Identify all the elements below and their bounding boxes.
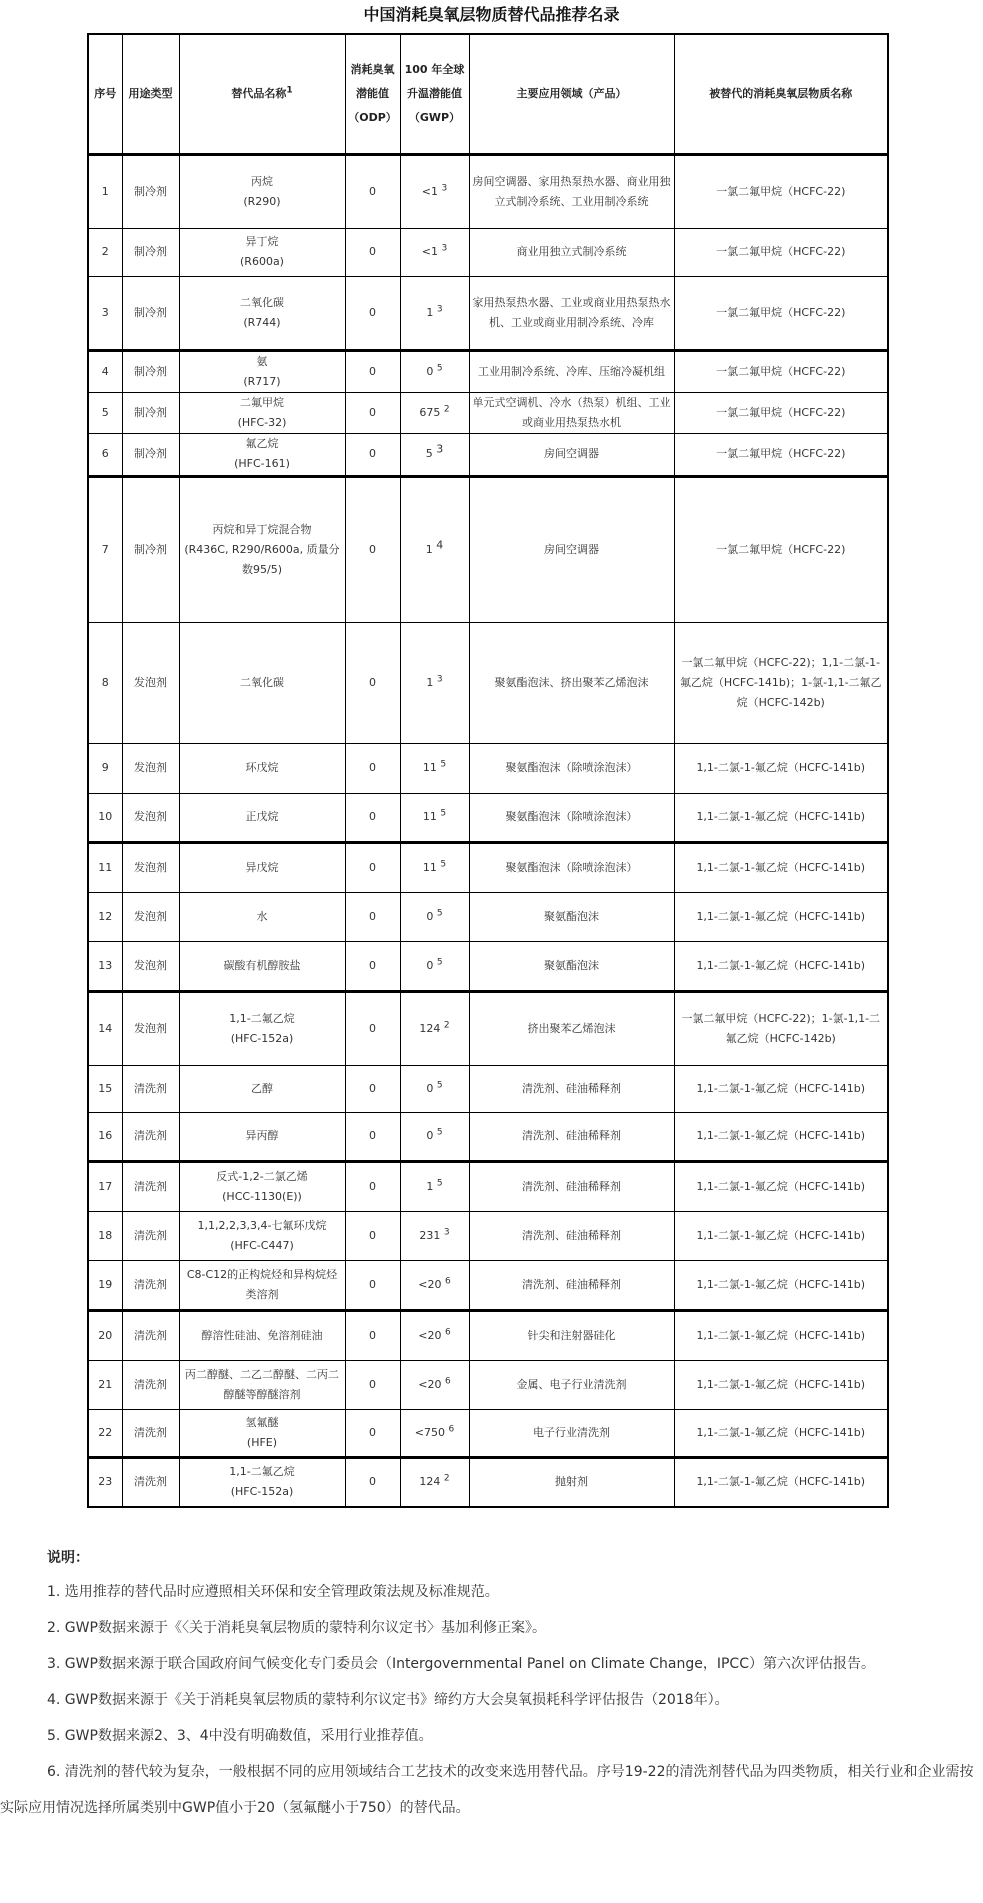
cell-replaced: 一氯二氟甲烷（HCFC-22)；1-氯-1,1-二氟乙烷（HCFC-142b): [674, 991, 888, 1065]
header-no: 序号: [88, 34, 122, 154]
table-row: [88, 276, 888, 350]
cell-name: 丙烷 (R290): [179, 154, 345, 228]
cell-replaced: 一氯二氟甲烷（HCFC-22): [674, 392, 888, 433]
cell-name: 醇溶性硅油、免溶剂硅油: [179, 1310, 345, 1360]
note-item: 3. GWP数据来源于联合国政府间气候变化专门委员会（Intergovernmental Panel on Climate Change，IPCC）第六次评估报告。: [47, 1656, 875, 1672]
cell-gwp: 0 $^5$: [400, 892, 469, 941]
cell-name: 水: [179, 892, 345, 941]
cell-gwp: 0 $^5$: [400, 1112, 469, 1161]
table-row: [88, 350, 888, 392]
cell-name: 氟乙烷 (HFC-161): [179, 433, 345, 476]
cell-name: 乙醇: [179, 1065, 345, 1112]
cell-no: 13: [88, 941, 122, 991]
cell-type: 制冷剂: [122, 350, 179, 392]
note-item: 1. 选用推荐的替代品时应遵照相关环保和安全管理政策法规及标准规范。: [47, 1584, 499, 1600]
cell-no: 21: [88, 1360, 122, 1409]
cell-type: 发泡剂: [122, 991, 179, 1065]
cell-no: 16: [88, 1112, 122, 1161]
cell-type: 清洗剂: [122, 1065, 179, 1112]
table-row: [88, 1211, 888, 1260]
cell-no: 2: [88, 228, 122, 276]
cell-no: 1: [88, 154, 122, 228]
cell-type: 清洗剂: [122, 1260, 179, 1310]
note-item: 4. GWP数据来源于《关于消耗臭氧层物质的蒙特利尔议定书》缔约方大会臭氧损耗科学评估报告（2018年）。: [47, 1692, 729, 1708]
cell-odp: 0: [345, 941, 400, 991]
table-row: [88, 476, 888, 622]
cell-odp: 0: [345, 1457, 400, 1507]
cell-application: 清洗剂、硅油稀释剂: [469, 1260, 674, 1310]
cell-gwp: <1 $^3$: [400, 154, 469, 228]
cell-name: 正戊烷: [179, 793, 345, 842]
cell-name: 二氧化碳: [179, 622, 345, 743]
header-odp: 消耗臭氧潜能值 （ODP）: [345, 34, 400, 154]
cell-no: 6: [88, 433, 122, 476]
header-application: 主要应用领域（产品）: [469, 34, 674, 154]
notes-heading: 说明：: [47, 1550, 89, 1566]
table-row: [88, 433, 888, 476]
cell-odp: 0: [345, 1310, 400, 1360]
cell-gwp: 231 $^3$: [400, 1211, 469, 1260]
cell-replaced: 一氯二氟甲烷（HCFC-22): [674, 276, 888, 350]
table-row: [88, 228, 888, 276]
cell-odp: 0: [345, 1260, 400, 1310]
cell-odp: 0: [345, 991, 400, 1065]
table-row: [88, 743, 888, 793]
cell-gwp: 124 $^2$: [400, 991, 469, 1065]
cell-type: 发泡剂: [122, 793, 179, 842]
cell-replaced: 1,1-二氯-1-氟乙烷（HCFC-141b): [674, 1260, 888, 1310]
cell-type: 清洗剂: [122, 1360, 179, 1409]
cell-name: 二氟甲烷 (HFC-32): [179, 392, 345, 433]
cell-name: C8-C12的正构烷烃和异构烷烃类溶剂: [179, 1260, 345, 1310]
table-row: [88, 1310, 888, 1360]
table-row: [88, 622, 888, 743]
cell-application: 家用热泵热水器、工业或商业用热泵热水机、工业或商业用制冷系统、冷库: [469, 276, 674, 350]
cell-no: 23: [88, 1457, 122, 1507]
cell-name: 反式-1,2-二氯乙烯 (HCC-1130(E)): [179, 1161, 345, 1211]
cell-application: 聚氨酯泡沫、挤出聚苯乙烯泡沫: [469, 622, 674, 743]
cell-no: 18: [88, 1211, 122, 1260]
cell-type: 清洗剂: [122, 1310, 179, 1360]
cell-name: 二氧化碳 (R744): [179, 276, 345, 350]
cell-no: 12: [88, 892, 122, 941]
cell-type: 制冷剂: [122, 276, 179, 350]
substitutes-table: [87, 33, 889, 1508]
header-row: [88, 34, 888, 154]
cell-name: 异丙醇: [179, 1112, 345, 1161]
cell-replaced: 1,1-二氯-1-氟乙烷（HCFC-141b): [674, 1112, 888, 1161]
cell-application: 针尖和注射器硅化: [469, 1310, 674, 1360]
header-type: 用途类型: [122, 34, 179, 154]
cell-no: 15: [88, 1065, 122, 1112]
cell-replaced: 1,1-二氯-1-氟乙烷（HCFC-141b): [674, 1360, 888, 1409]
header-gwp: 100 年全球 升温潜能值 （GWP）: [400, 34, 469, 154]
table-row: [88, 842, 888, 892]
cell-replaced: 一氯二氟甲烷（HCFC-22): [674, 228, 888, 276]
cell-application: 房间空调器: [469, 433, 674, 476]
header-name: 替代品名称$^1$: [179, 34, 345, 154]
cell-application: 清洗剂、硅油稀释剂: [469, 1161, 674, 1211]
cell-application: 电子行业清洗剂: [469, 1409, 674, 1457]
cell-gwp: <20 $^6$: [400, 1260, 469, 1310]
cell-gwp: 11 $^5$: [400, 842, 469, 892]
cell-gwp: <750 $^6$: [400, 1409, 469, 1457]
cell-gwp: 1 $^3$: [400, 276, 469, 350]
cell-odp: 0: [345, 1065, 400, 1112]
cell-application: 聚氨酯泡沫（除喷涂泡沫）: [469, 743, 674, 793]
table-row: [88, 1112, 888, 1161]
cell-type: 清洗剂: [122, 1211, 179, 1260]
cell-gwp: 1 $^4$: [400, 476, 469, 622]
cell-no: 22: [88, 1409, 122, 1457]
cell-no: 20: [88, 1310, 122, 1360]
cell-type: 发泡剂: [122, 842, 179, 892]
cell-gwp: 124 $^2$: [400, 1457, 469, 1507]
cell-no: 9: [88, 743, 122, 793]
cell-replaced: 1,1-二氯-1-氟乙烷（HCFC-141b): [674, 793, 888, 842]
cell-name: 1,1-二氟乙烷 (HFC-152a): [179, 1457, 345, 1507]
cell-gwp: 5 $^3$: [400, 433, 469, 476]
cell-no: 4: [88, 350, 122, 392]
cell-odp: 0: [345, 622, 400, 743]
cell-type: 发泡剂: [122, 941, 179, 991]
note-item: 6. 清洗剂的替代较为复杂，一般根据不同的应用领域结合工艺技术的改变来选用替代品。序号19-22的清洗剂替代品为四类物质，相关行业和企业需按实际应用情况选择所属类别中GWP值小于20（氢氟醚小于750）的替代品。: [0, 1764, 974, 1816]
table-row: [88, 1065, 888, 1112]
cell-gwp: 1 $^5$: [400, 1161, 469, 1211]
cell-replaced: 1,1-二氯-1-氟乙烷（HCFC-141b): [674, 892, 888, 941]
cell-name: 环戊烷: [179, 743, 345, 793]
cell-odp: 0: [345, 1360, 400, 1409]
cell-application: 清洗剂、硅油稀释剂: [469, 1112, 674, 1161]
cell-odp: 0: [345, 1211, 400, 1260]
cell-replaced: 1,1-二氯-1-氟乙烷（HCFC-141b): [674, 1457, 888, 1507]
cell-gwp: 675 $^2$: [400, 392, 469, 433]
table-row: [88, 1409, 888, 1457]
cell-no: 19: [88, 1260, 122, 1310]
cell-odp: 0: [345, 276, 400, 350]
cell-application: 聚氨酯泡沫（除喷涂泡沫）: [469, 842, 674, 892]
cell-name: 1,1,2,2,3,3,4-七氟环戊烷 (HFC-C447): [179, 1211, 345, 1260]
cell-odp: 0: [345, 1161, 400, 1211]
cell-odp: 0: [345, 433, 400, 476]
page-title: 中国消耗臭氧层物质替代品推荐名录: [363, 5, 620, 24]
cell-no: 11: [88, 842, 122, 892]
cell-odp: 0: [345, 842, 400, 892]
note-item: 5. GWP数据来源2、3、4中没有明确数值，采用行业推荐值。: [47, 1728, 433, 1744]
cell-gwp: 1 $^3$: [400, 622, 469, 743]
cell-name: 异丁烷 (R600a): [179, 228, 345, 276]
cell-odp: 0: [345, 392, 400, 433]
cell-no: 14: [88, 991, 122, 1065]
cell-application: 清洗剂、硅油稀释剂: [469, 1065, 674, 1112]
cell-replaced: 1,1-二氯-1-氟乙烷（HCFC-141b): [674, 842, 888, 892]
cell-odp: 0: [345, 228, 400, 276]
cell-application: 房间空调器、家用热泵热水器、商业用独立式制冷系统、工业用制冷系统: [469, 154, 674, 228]
cell-type: 清洗剂: [122, 1161, 179, 1211]
table-row: [88, 1457, 888, 1507]
cell-type: 制冷剂: [122, 476, 179, 622]
table-row: [88, 1360, 888, 1409]
cell-type: 发泡剂: [122, 892, 179, 941]
cell-name: 1,1-二氟乙烷 (HFC-152a): [179, 991, 345, 1065]
table-row: [88, 892, 888, 941]
cell-odp: 0: [345, 154, 400, 228]
note-item: 2. GWP数据来源于《〈关于消耗臭氧层物质的蒙特利尔议定书〉基加利修正案》。: [47, 1620, 546, 1636]
cell-gwp: <1 $^3$: [400, 228, 469, 276]
table-row: [88, 941, 888, 991]
cell-type: 清洗剂: [122, 1457, 179, 1507]
cell-odp: 0: [345, 793, 400, 842]
cell-name: 碳酸有机醇胺盐: [179, 941, 345, 991]
cell-gwp: 11 $^5$: [400, 793, 469, 842]
cell-application: 金属、电子行业清洗剂: [469, 1360, 674, 1409]
header-replaced: 被替代的消耗臭氧层物质名称: [674, 34, 888, 154]
cell-replaced: 一氯二氟甲烷（HCFC-22)；1,1-二氯-1-氟乙烷（HCFC-141b)；1-氯-1,1-二氟乙烷（HCFC-142b): [674, 622, 888, 743]
cell-odp: 0: [345, 892, 400, 941]
cell-name: 丙烷和异丁烷混合物 (R436C, R290/R600a, 质量分数95/5): [179, 476, 345, 622]
cell-application: 聚氨酯泡沫: [469, 941, 674, 991]
table-row: [88, 793, 888, 842]
cell-application: 抛射剂: [469, 1457, 674, 1507]
cell-gwp: 0 $^5$: [400, 1065, 469, 1112]
table-row: [88, 392, 888, 433]
cell-no: 8: [88, 622, 122, 743]
table-row: [88, 154, 888, 228]
cell-application: 聚氨酯泡沫（除喷涂泡沫）: [469, 793, 674, 842]
cell-replaced: 1,1-二氯-1-氟乙烷（HCFC-141b): [674, 1065, 888, 1112]
cell-gwp: 0 $^5$: [400, 350, 469, 392]
cell-type: 发泡剂: [122, 743, 179, 793]
cell-name: 氢氟醚 (HFE): [179, 1409, 345, 1457]
cell-no: 7: [88, 476, 122, 622]
cell-replaced: 1,1-二氯-1-氟乙烷（HCFC-141b): [674, 1409, 888, 1457]
cell-application: 房间空调器: [469, 476, 674, 622]
cell-gwp: <20 $^6$: [400, 1360, 469, 1409]
cell-no: 3: [88, 276, 122, 350]
cell-type: 清洗剂: [122, 1112, 179, 1161]
cell-gwp: 11 $^5$: [400, 743, 469, 793]
cell-name: 氨 (R717): [179, 350, 345, 392]
cell-application: 清洗剂、硅油稀释剂: [469, 1211, 674, 1260]
cell-replaced: 1,1-二氯-1-氟乙烷（HCFC-141b): [674, 941, 888, 991]
cell-no: 10: [88, 793, 122, 842]
cell-replaced: 1,1-二氯-1-氟乙烷（HCFC-141b): [674, 1310, 888, 1360]
cell-odp: 0: [345, 1409, 400, 1457]
cell-replaced: 一氯二氟甲烷（HCFC-22): [674, 350, 888, 392]
cell-odp: 0: [345, 476, 400, 622]
cell-type: 制冷剂: [122, 433, 179, 476]
cell-gwp: <20 $^6$: [400, 1310, 469, 1360]
cell-odp: 0: [345, 350, 400, 392]
cell-replaced: 1,1-二氯-1-氟乙烷（HCFC-141b): [674, 743, 888, 793]
table-row: [88, 991, 888, 1065]
cell-application: 单元式空调机、冷水（热泵）机组、工业或商业用热泵热水机: [469, 392, 674, 433]
cell-type: 制冷剂: [122, 154, 179, 228]
cell-replaced: 一氯二氟甲烷（HCFC-22): [674, 433, 888, 476]
cell-no: 17: [88, 1161, 122, 1211]
cell-odp: 0: [345, 743, 400, 793]
cell-type: 发泡剂: [122, 622, 179, 743]
table-row: [88, 1260, 888, 1310]
cell-type: 制冷剂: [122, 392, 179, 433]
table-row: [88, 1161, 888, 1211]
cell-application: 挤出聚苯乙烯泡沫: [469, 991, 674, 1065]
cell-replaced: 一氯二氟甲烷（HCFC-22): [674, 154, 888, 228]
cell-type: 制冷剂: [122, 228, 179, 276]
cell-application: 商业用独立式制冷系统: [469, 228, 674, 276]
cell-type: 清洗剂: [122, 1409, 179, 1457]
cell-odp: 0: [345, 1112, 400, 1161]
cell-replaced: 一氯二氟甲烷（HCFC-22): [674, 476, 888, 622]
cell-application: 工业用制冷系统、冷库、压缩冷凝机组: [469, 350, 674, 392]
cell-application: 聚氨酯泡沫: [469, 892, 674, 941]
cell-replaced: 1,1-二氯-1-氟乙烷（HCFC-141b): [674, 1211, 888, 1260]
cell-gwp: 0 $^5$: [400, 941, 469, 991]
cell-name: 丙二醇醚、二乙二醇醚、二丙二醇醚等醇醚溶剂: [179, 1360, 345, 1409]
cell-replaced: 1,1-二氯-1-氟乙烷（HCFC-141b): [674, 1161, 888, 1211]
cell-name: 异戊烷: [179, 842, 345, 892]
cell-no: 5: [88, 392, 122, 433]
